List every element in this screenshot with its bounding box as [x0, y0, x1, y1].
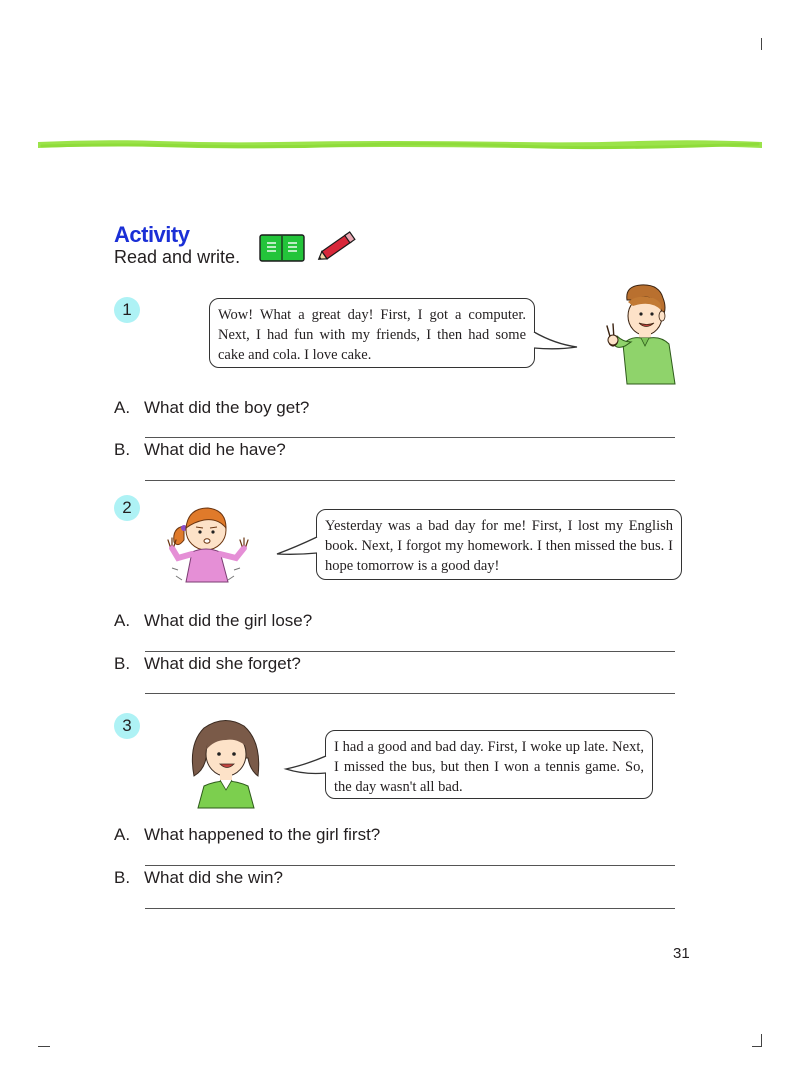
- question-3b-text: What did she win?: [144, 868, 283, 887]
- crop-mark-top-right: [761, 38, 762, 50]
- green-divider-rule: [38, 140, 762, 150]
- section-number-1: 1: [114, 297, 140, 323]
- question-1b-text: What did he have?: [144, 440, 286, 459]
- answer-line-2a[interactable]: [145, 651, 675, 652]
- girl-upset-icon: [162, 498, 258, 594]
- speech-bubble-3: I had a good and bad day. First, I woke up late. Next, I missed the bus, but then I won a tennis game. So, the day wasn't all bad.: [325, 730, 653, 799]
- answer-line-1a[interactable]: [145, 437, 675, 438]
- section-number-3: 3: [114, 713, 140, 739]
- speech-bubble-tail-3: [285, 753, 327, 779]
- speech-bubble-1: Wow! What a great day! First, I got a computer. Next, I had fun with my friends, I then had some cake and cola. I love cake.: [209, 298, 535, 368]
- page-number: 31: [673, 945, 690, 962]
- speech-bubble-2: Yesterday was a bad day for me! First, I lost my English book. Next, I forgot my homework. I then missed the bus. I hope tomorrow is a good day!: [316, 509, 682, 580]
- question-2a-text: What did the girl lose?: [144, 611, 313, 630]
- crop-mark-bottom-right-vertical: [761, 1034, 762, 1047]
- question-3b-letter: B.: [114, 868, 131, 887]
- question-1b-letter: B.: [114, 440, 131, 459]
- boy-waving-icon: [597, 282, 681, 386]
- answer-line-3a[interactable]: [145, 865, 675, 866]
- question-1a-text: What did the boy get?: [144, 398, 310, 417]
- girl-smiling-icon: [184, 714, 270, 810]
- question-2a-letter: A.: [114, 611, 131, 630]
- question-3a-letter: A.: [114, 825, 131, 844]
- crop-mark-bottom-left: [38, 1046, 50, 1047]
- speech-bubble-tail-1: [533, 328, 579, 354]
- activity-title: Activity: [114, 222, 190, 247]
- section-number-2: 2: [114, 495, 140, 521]
- activity-instruction: Read and write.: [114, 247, 241, 267]
- question-3a-text: What happened to the girl first?: [144, 825, 381, 844]
- question-1a-letter: A.: [114, 398, 131, 417]
- question-2b-text: What did she forget?: [144, 654, 301, 673]
- pencil-icon: [314, 230, 360, 264]
- speech-bubble-tail-2: [276, 535, 318, 559]
- answer-line-1b[interactable]: [145, 480, 675, 481]
- open-book-icon: [259, 234, 305, 262]
- question-2b-letter: B.: [114, 654, 131, 673]
- answer-line-2b[interactable]: [145, 693, 675, 694]
- answer-line-3b[interactable]: [145, 908, 675, 909]
